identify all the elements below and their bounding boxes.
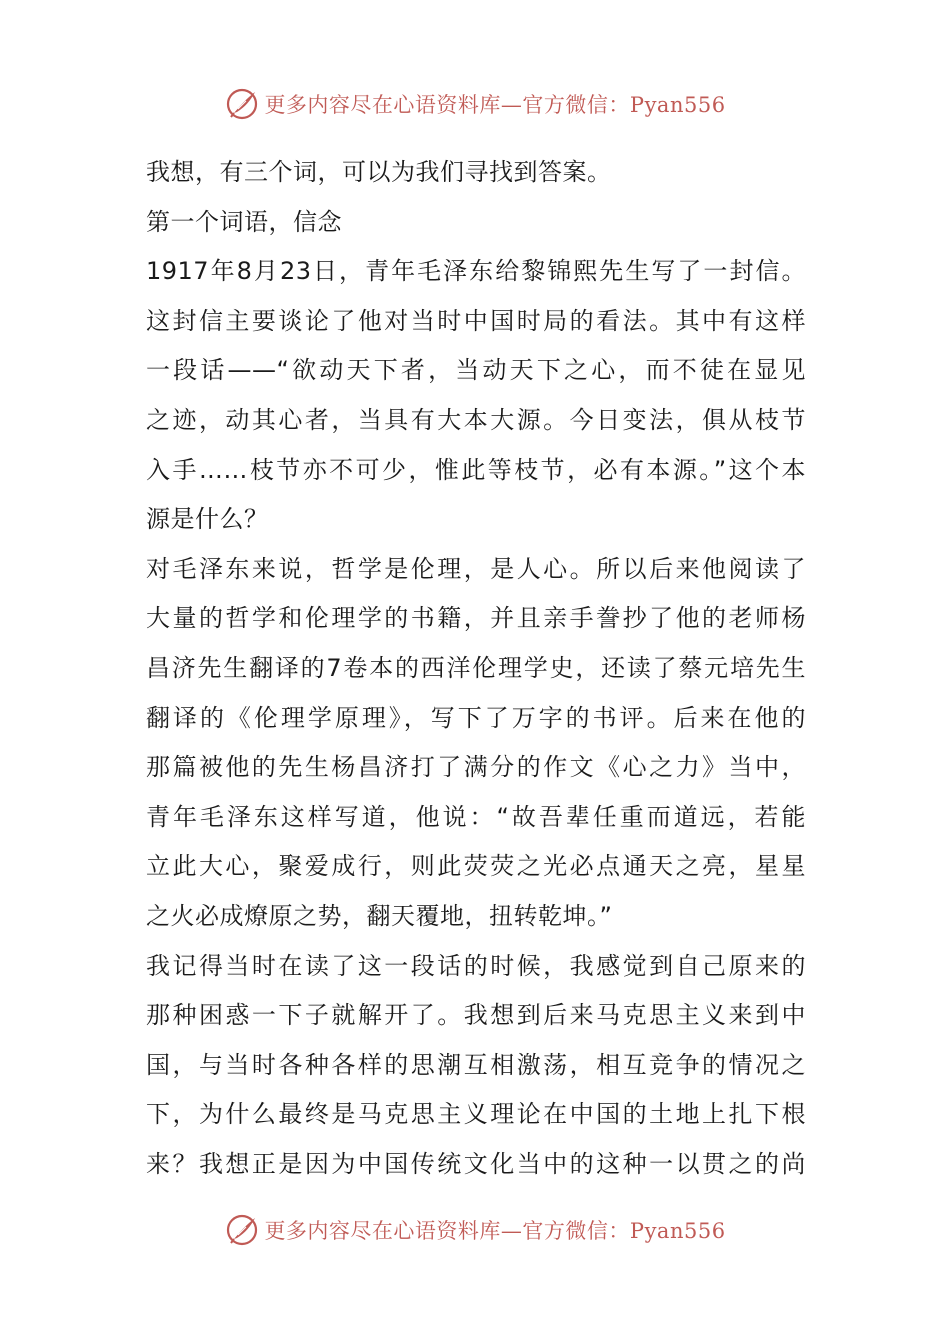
text-line: 我想，有三个词，可以为我们寻找到答案。 [146,158,612,186]
footer-watermark-banner [0,1208,950,1252]
text-line: 那种困惑一下子就解开了。我想到后来马克思主义来到中 [146,1001,806,1030]
text-line: 我记得当时在读了这一段话的时候，我感觉到自己原来的 [146,951,806,980]
text-line: 一段话——“欲动天下者，当动天下之心，而不徒在显见 [146,356,806,385]
document-body [146,148,806,1189]
quill-logo-icon [224,86,260,122]
quill-logo-icon [224,1212,260,1248]
text-line: 青年毛泽东这样写道，他说：“故吾辈任重而道远，若能 [146,802,806,831]
text-line: 那篇被他的先生杨昌济打了满分的作文《心之力》当中， [146,753,806,782]
text-line: 对毛泽东来说，哲学是伦理，是人心。所以后来他阅读了 [146,554,806,583]
text-line: 这封信主要谈论了他对当时中国时局的看法。其中有这样 [146,306,806,335]
watermark-text: 更多内容尽在心语资料库—官方微信：Pyan556 [264,1219,726,1243]
text-line: 下，为什么最终是马克思主义理论在中国的土地上扎下根 [146,1100,806,1129]
text-line: 源是什么？ [146,505,269,534]
text-line: 国，与当时各种各样的思潮互相激荡，相互竞争的情况之 [146,1050,806,1079]
text-line: 入手……枝节亦不可少，惟此等枝节，必有本源。”这个本 [146,455,806,484]
text-line: 昌济先生翻译的7卷本的西洋伦理学史，还读了蔡元培先生 [146,653,806,682]
text-line: 来？我想正是因为中国传统文化当中的这种一以贯之的尚 [146,1149,806,1178]
section-heading: 第一个词语，信念 [146,207,342,236]
text-line: 翻译的《伦理学原理》，写下了万字的书评。后来在他的 [146,703,806,732]
header-watermark-banner [0,82,950,126]
text-line: 大量的哲学和伦理学的书籍，并且亲手誊抄了他的老师杨 [146,604,806,633]
text-line: 立此大心，聚爱成行，则此荧荧之光必点通天之亮，星星 [146,852,806,881]
watermark-text: 更多内容尽在心语资料库—官方微信：Pyan556 [264,93,726,117]
text-line: 之迹，动其心者，当具有大本大源。今日变法，俱从枝节 [146,405,806,434]
text-line: 1917年8月23日，青年毛泽东给黎锦熙先生写了一封信。 [146,257,806,286]
text-line: 之火必成燎原之势，翻天覆地，扭转乾坤。” [146,901,613,930]
